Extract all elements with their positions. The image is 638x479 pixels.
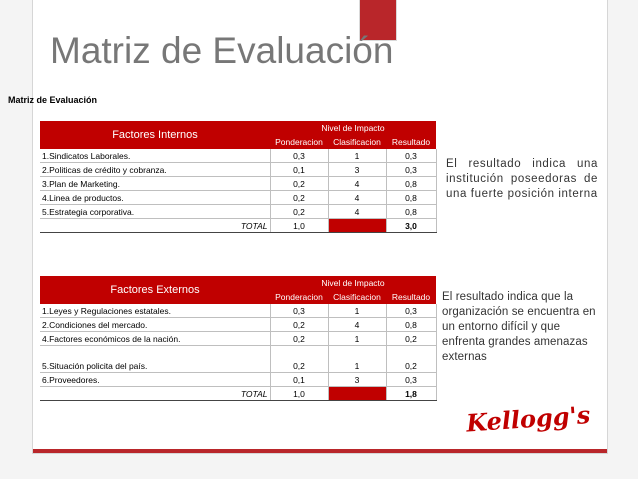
svg-text:Kellogg's: Kellogg's xyxy=(465,399,592,438)
row-label: 6.Proveedores. xyxy=(40,373,270,387)
total-ponderacion: 1,0 xyxy=(270,387,328,401)
col-ponderacion: Ponderacion xyxy=(270,290,328,304)
row-label: 2.Politicas de crédito y cobranza. xyxy=(40,163,270,177)
row-clasificacion: 4 xyxy=(328,177,386,191)
row-resultado: 0,8 xyxy=(386,191,436,205)
row-ponderacion: 0,3 xyxy=(270,149,328,163)
table-row xyxy=(40,191,436,205)
total-resultado: 1,8 xyxy=(386,387,436,401)
row-clasificacion: 4 xyxy=(328,318,386,332)
external-result-note: El resultado indica que la organización se encuentra en un entorno difícil y que enfrenta grandes amenazas externas xyxy=(442,291,596,363)
row-label: 5.Situación policita del país. xyxy=(40,359,270,373)
total-label: TOTAL xyxy=(40,387,270,401)
row-label: 1.Leyes y Regulaciones estatales. xyxy=(40,304,270,318)
total-ponderacion: 1,0 xyxy=(270,219,328,233)
total-resultado: 3,0 xyxy=(386,219,436,233)
row-resultado: 0,3 xyxy=(386,304,436,318)
total-row xyxy=(40,387,436,401)
row-clasificacion: 1 xyxy=(328,304,386,318)
row-resultado: 0,3 xyxy=(386,373,436,387)
total-clasificacion-cell xyxy=(328,387,386,401)
external-factors-table xyxy=(40,276,437,401)
row-ponderacion: 0,2 xyxy=(270,359,328,373)
col-clasificacion: Clasificacion xyxy=(328,135,386,149)
row-resultado: 0,8 xyxy=(386,205,436,219)
row-ponderacion: 0,3 xyxy=(270,304,328,318)
row-label: 1.Sindicatos Laborales. xyxy=(40,149,270,163)
total-label: TOTAL xyxy=(40,219,270,233)
table-row xyxy=(40,359,436,373)
row-clasificacion: 4 xyxy=(328,191,386,205)
row-label: 2.Condiciones del mercado. xyxy=(40,318,270,332)
row-ponderacion: 0,2 xyxy=(270,318,328,332)
row-clasificacion: 3 xyxy=(328,163,386,177)
external-nivel-header: Nivel de Impacto xyxy=(270,276,436,290)
internal-heading: Factores Internos xyxy=(40,121,270,149)
row-resultado: 0,2 xyxy=(386,332,436,346)
row-clasificacion: 1 xyxy=(328,149,386,163)
table-row xyxy=(40,149,436,163)
col-clasificacion: Clasificacion xyxy=(328,290,386,304)
total-row xyxy=(40,219,436,233)
row-ponderacion: 0,2 xyxy=(270,332,328,346)
row-clasificacion: 3 xyxy=(328,373,386,387)
table-row xyxy=(40,318,436,332)
row-resultado: 0,2 xyxy=(386,359,436,373)
row-label: 4.Factores económicos de la nación. xyxy=(40,332,270,346)
row-ponderacion: 0,1 xyxy=(270,373,328,387)
row-ponderacion: 0,2 xyxy=(270,205,328,219)
kelloggs-logo xyxy=(462,398,592,438)
total-clasificacion-cell xyxy=(328,219,386,233)
col-resultado: Resultado xyxy=(386,135,436,149)
matrix-subtitle: Matriz de Evaluación xyxy=(8,95,98,105)
row-label: 5.Estrategia corporativa. xyxy=(40,205,270,219)
row-resultado: 0,8 xyxy=(386,177,436,191)
external-heading: Factores Externos xyxy=(40,276,270,304)
row-resultado: 0,8 xyxy=(386,318,436,332)
row-ponderacion: 0,1 xyxy=(270,163,328,177)
page-title: Matriz de Evaluación xyxy=(50,30,394,71)
table-row xyxy=(40,205,436,219)
row-label: 3.Plan de Marketing. xyxy=(40,177,270,191)
row-clasificacion: 4 xyxy=(328,205,386,219)
row-ponderacion: 0,2 xyxy=(270,177,328,191)
table-row xyxy=(40,304,436,318)
table-row xyxy=(40,373,436,387)
col-ponderacion: Ponderacion xyxy=(270,135,328,149)
internal-factors-table xyxy=(40,121,437,233)
bottom-red-bar xyxy=(33,449,607,453)
col-resultado: Resultado xyxy=(386,290,436,304)
blank-row xyxy=(40,346,436,360)
table-row xyxy=(40,177,436,191)
row-ponderacion: 0,2 xyxy=(270,191,328,205)
row-clasificacion: 1 xyxy=(328,332,386,346)
row-resultado: 0,3 xyxy=(386,163,436,177)
table-row xyxy=(40,332,436,346)
row-clasificacion: 1 xyxy=(328,359,386,373)
row-label: 4.Linea de productos. xyxy=(40,191,270,205)
table-row xyxy=(40,163,436,177)
internal-nivel-header: Nivel de Impacto xyxy=(270,121,436,135)
internal-result-note: El resultado indica una institución poseedoras de una fuerte posición interna xyxy=(446,158,598,200)
row-resultado: 0,3 xyxy=(386,149,436,163)
